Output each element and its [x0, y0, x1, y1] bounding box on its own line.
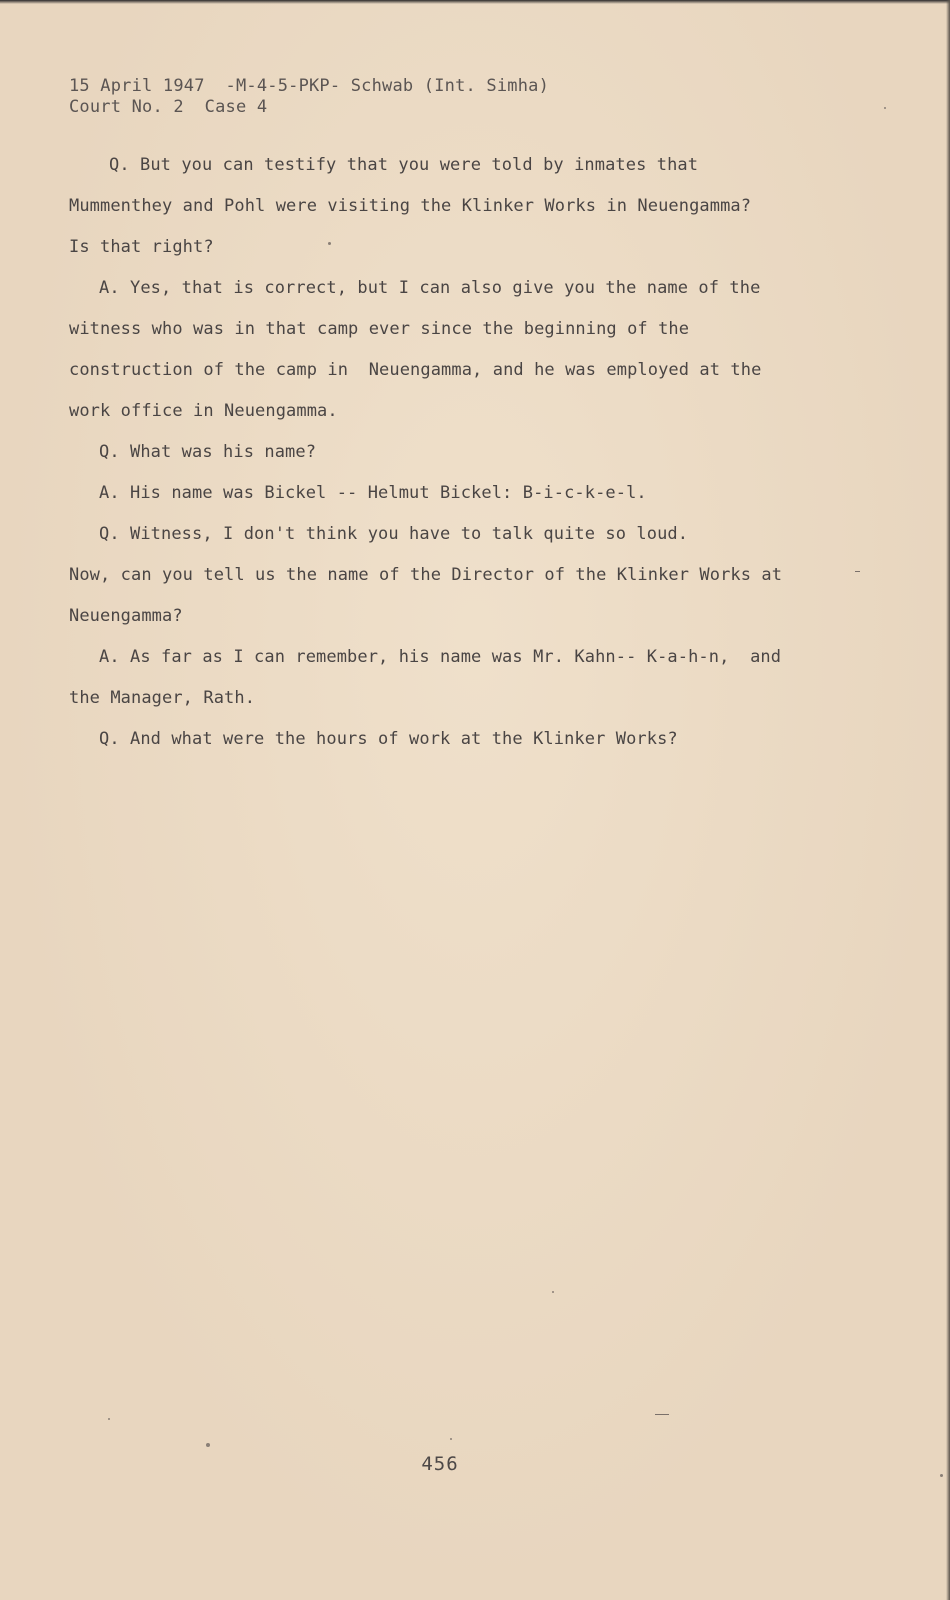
- paper-speck: [328, 242, 331, 245]
- page-number: 456: [421, 1453, 459, 1475]
- paper-mark: [855, 571, 860, 572]
- paper-speck: [552, 1291, 554, 1293]
- transcript-line: Mummenthey and Pohl were visiting the Klinker Works in Neuengamma?: [69, 196, 752, 216]
- paper-speck: [450, 1438, 452, 1440]
- paper-speck: [108, 1418, 110, 1420]
- header-date-line: 15 April 1947 -M-4-5-PKP- Schwab (Int. Simha): [69, 76, 550, 96]
- transcript-line: work office in Neuengamma.: [69, 401, 338, 421]
- transcript-line: witness who was in that camp ever since the beginning of the: [69, 319, 690, 339]
- paper-mark: [655, 1414, 669, 1415]
- page-header: [69, 76, 549, 118]
- transcript-line: A. Yes, that is correct, but I can also give you the name of the: [99, 278, 761, 298]
- paper-speck: [206, 1443, 210, 1447]
- transcript-line: Now, can you tell us the name of the Director of the Klinker Works at: [69, 565, 783, 585]
- transcript-line: Q. And what were the hours of work at the Klinker Works?: [99, 729, 678, 749]
- transcript-line: construction of the camp in Neuengamma, and he was employed at the: [69, 360, 762, 380]
- paper-speck: [940, 1474, 943, 1477]
- transcript-line: the Manager, Rath.: [69, 688, 256, 708]
- transcript-line: Neuengamma?: [69, 606, 183, 626]
- paper-speck: [884, 107, 886, 109]
- scan-edge-right: [946, 0, 950, 1600]
- scan-edge-top: [0, 0, 950, 4]
- transcript-line: A. As far as I can remember, his name was Mr. Kahn-- K-a-h-n, and: [99, 647, 782, 667]
- transcript-line: Is that right?: [69, 237, 214, 257]
- transcript-line: Q. But you can testify that you were told by inmates that: [109, 155, 699, 175]
- transcript-line: A. His name was Bickel -- Helmut Bickel: B-i-c-k-e-l.: [99, 483, 647, 503]
- transcript-body: [69, 153, 789, 768]
- header-court-line: Court No. 2 Case 4: [69, 97, 268, 117]
- transcript-line: Q. What was his name?: [99, 442, 317, 462]
- transcript-line: Q. Witness, I don't think you have to talk quite so loud.: [99, 524, 689, 544]
